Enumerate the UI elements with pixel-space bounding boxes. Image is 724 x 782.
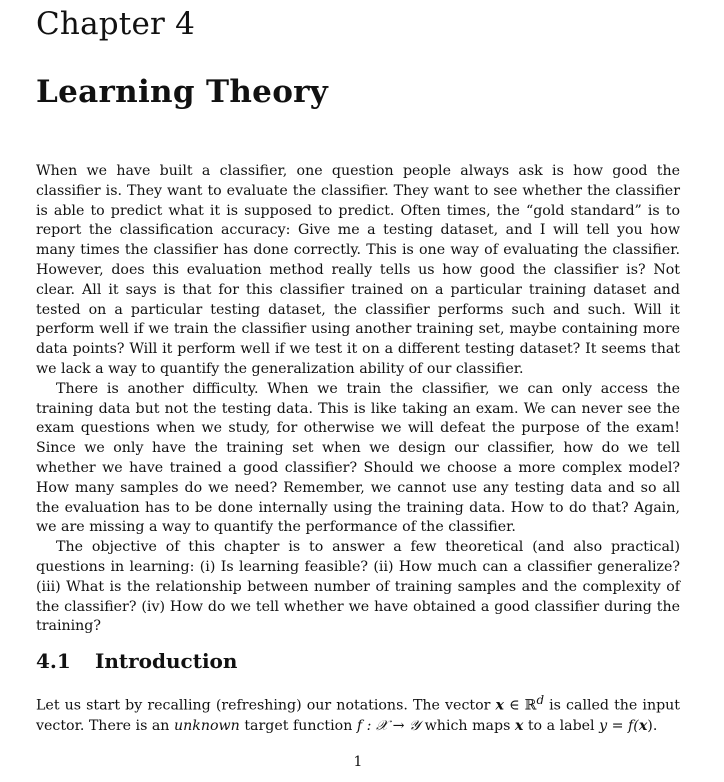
math-close: ). (647, 717, 658, 734)
chapter-body (36, 162, 680, 637)
section-heading (36, 649, 237, 673)
chapter-label: Chapter 4 (36, 6, 196, 42)
intro-text-part: Let us start by recalling (refreshing) our notations. The vector (36, 697, 496, 714)
intro-text-part: which maps (420, 717, 515, 734)
math-label-y: y = f( (599, 717, 639, 734)
paragraph-2: There is another difficulty. When we train the classifier, we can only access the training data but not the testing data. This is like taking an exam. We can never see the exam questions when we study, for otherwise we will defeat the purpose of the exam! Since we only have the training set when we design our classifier, how do we tell whether we have trained a good classifier? Should we choose a more complex model? How many samples do we need? Remember, we cannot use any testing data and so all the evaluation has to be done internally using the training data. How to do that? Again, we are missing a way to quantify the performance of the classifier. (36, 380, 680, 536)
math-vector-x: x (495, 697, 504, 714)
intro-text-part: target function (239, 717, 357, 734)
math-vector-x: x (514, 717, 524, 734)
math-vector-x: x (638, 717, 648, 734)
page-number: 1 (353, 754, 363, 770)
paragraph-3: The objective of this chapter is to answer a few theoretical (and also practical) questions in learning: (i) Is learning feasible? (ii) How much can a classifier generalize? (iii) What is the relationship between number of training samples and the complexity of the classifier? (iv) How do we tell whether we have obtained a good classifier during the training? (36, 539, 680, 635)
intro-paragraph (36, 691, 680, 736)
intro-text-part: to a label (523, 717, 600, 734)
math-reals: ∈ ℝ (503, 697, 537, 714)
math-superscript-d: d (536, 693, 545, 707)
math-function-map: f : 𝒳 → 𝒴 (356, 717, 421, 734)
chapter-title: Learning Theory (36, 74, 329, 110)
intro-text-part: is called the input vector. There is an (36, 697, 681, 734)
section-title: Introduction (95, 649, 238, 673)
paragraph-1: When we have built a classifier, one question people always ask is how good the classifier is. They want to evaluate the classifier. They want to see whether the classifier is able to predict what it is supposed to predict. Often times, the “gold standard” is to report the classification accuracy: Give me a testing dataset, and I will tell you how many times the classifier has done correctly. This is one way of evaluating the classifier. However, does this evaluation method really tells us how good the classifier is? Not clear. All it says is that for this classifier trained on a particular training dataset and tested on a particular testing dataset, the classifier performs such and such. Will it perform well if we train the classifier using another training set, maybe containing more data points? Will it perform well if we test it on a different testing dataset? It seems that we lack a way to quantify the generalization ability of our classifier. (36, 163, 680, 377)
intro-text (36, 691, 680, 736)
section-number: 4.1 (36, 649, 71, 673)
emphasis-unknown: unknown (173, 717, 240, 734)
